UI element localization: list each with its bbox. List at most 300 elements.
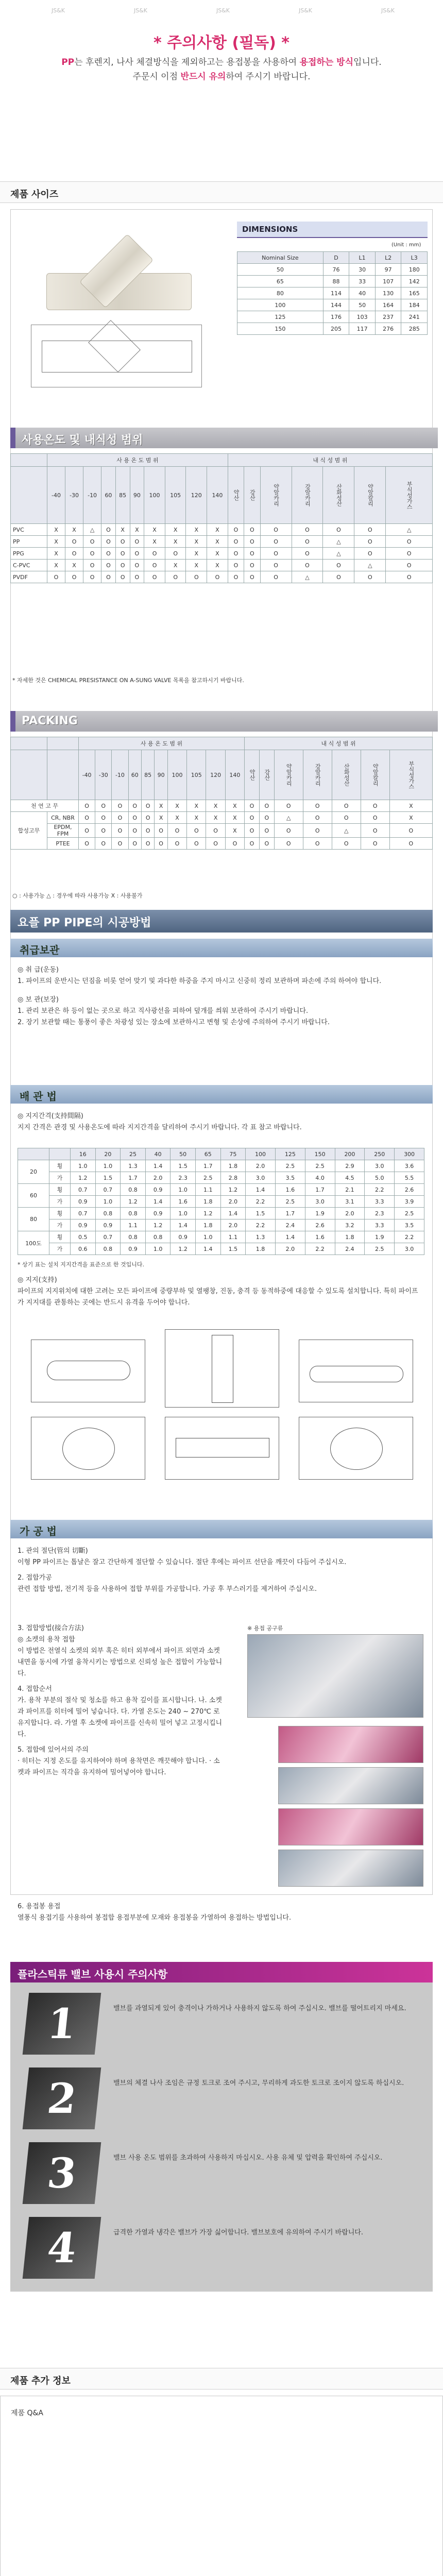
temp-label: 20 [18, 1160, 49, 1184]
table-cell: X [225, 824, 244, 838]
table-cell: O [361, 838, 389, 850]
group-corr: 내 식 성 범 위 [228, 454, 432, 467]
table-row [237, 287, 428, 299]
table-cell: O [332, 812, 361, 824]
pipe-outline [330, 1428, 383, 1470]
table-cell: O [245, 800, 260, 812]
table-cell: 205 [323, 323, 349, 335]
work-c2: 관련 접합 방법, 전기적 등을 사용하여 접합 부위를 가공합니다. 가공 후 부스러기를 제거하여 주십시오. [18, 1585, 317, 1593]
table-cell: 40 [349, 287, 376, 299]
table-cell: 1.2 [71, 1172, 96, 1184]
table-cell: O [141, 824, 154, 838]
table-cell: O [83, 548, 101, 560]
direction: 횡 [49, 1208, 71, 1219]
table-cell: 114 [323, 287, 349, 299]
temp-col: 60 [101, 467, 116, 524]
table-cell: X [225, 812, 244, 824]
table-cell: O [167, 838, 186, 850]
table-cell: O [101, 536, 116, 548]
table-cell: 1.5 [95, 1172, 121, 1184]
table-cell: O [130, 560, 144, 571]
table-cell: O [292, 536, 323, 548]
support-table [18, 1148, 424, 1255]
table-cell: O [244, 536, 260, 548]
table-cell: 144 [323, 299, 349, 311]
table-row [11, 824, 433, 838]
table-cell: O [101, 560, 116, 571]
table-cell: 176 [323, 311, 349, 323]
table-cell: X [186, 536, 207, 548]
direction: 횡 [49, 1184, 71, 1196]
table-cell: O [101, 548, 116, 560]
table-cell: O [303, 812, 332, 824]
valve-title-bar [10, 1962, 433, 1982]
table-cell: 0.8 [121, 1208, 146, 1219]
table-cell: 276 [375, 323, 401, 335]
table-cell: O [245, 838, 260, 850]
valve-number: 2 [23, 2067, 101, 2129]
table-cell: O [112, 812, 128, 824]
table-cell: O [155, 838, 167, 850]
handling-p1-head: ◎ 취 급(운동) [18, 966, 59, 974]
table-header: L1 [349, 252, 376, 264]
notice-pp: PP [61, 57, 75, 67]
table-header-row [11, 750, 433, 800]
support-drawing-1 [31, 1340, 145, 1402]
table-row [18, 1208, 424, 1219]
dimensions-table [237, 251, 428, 335]
temp-col: 90 [130, 467, 144, 524]
table-header: 125 [275, 1148, 305, 1160]
handling-p3: 2. 장기 보관할 때는 통풍이 좋은 차광성 있는 장소에 보관하시고 변형 및 손상에 주의하여 주시기 바랍니다. [18, 1019, 330, 1026]
corr-col: 강산 [259, 750, 274, 800]
table-header: 65 [195, 1148, 220, 1160]
table-cell: O [244, 524, 260, 536]
table-header: L3 [401, 252, 428, 264]
table-header: 40 [145, 1148, 171, 1160]
table-row [18, 1184, 424, 1196]
table-cell: 125 [237, 311, 323, 323]
work-c1-head: 1. 관의 절단(管의 切斷) [18, 1547, 88, 1555]
table-cell: △ [386, 524, 433, 536]
support-drawing-3 [299, 1340, 413, 1402]
table-cell: 1.5 [171, 1160, 196, 1172]
table-cell: O [386, 548, 433, 560]
table-cell: O [128, 800, 141, 812]
table-cell: 0.8 [121, 1231, 146, 1243]
table-cell: 3.6 [395, 1160, 424, 1172]
temp-col: 140 [207, 467, 228, 524]
valve-title: 플라스틱류 밸브 사용시 주의사항 [18, 1968, 168, 1980]
table-cell: X [115, 524, 130, 536]
temp-col: 85 [141, 750, 154, 800]
table-cell: 1.2 [220, 1184, 246, 1196]
table-cell: 1.6 [171, 1196, 196, 1208]
notice-emphasis: 반드시 유의 [180, 72, 226, 82]
table-cell: 2.6 [305, 1219, 335, 1231]
table-cell: 0.8 [95, 1208, 121, 1219]
table-cell: 5.5 [395, 1172, 424, 1184]
watermark: JS&K [381, 7, 395, 14]
table-cell: O [130, 571, 144, 583]
temp-col: 105 [165, 467, 186, 524]
table-cell: 88 [323, 276, 349, 287]
table-cell: 30 [349, 264, 376, 276]
table-cell: 2.2 [305, 1243, 335, 1255]
table-cell: O [354, 548, 386, 560]
work-c6-head: 6. 용접봉 용접 [18, 1903, 61, 1910]
table-cell: △ [83, 524, 101, 536]
table-cell: O [95, 824, 112, 838]
table-cell: 184 [401, 299, 428, 311]
table-cell: 3.9 [395, 1196, 424, 1208]
table-header: 20 [95, 1148, 121, 1160]
table-cell: 2.6 [395, 1184, 424, 1196]
table-corner [47, 737, 79, 750]
row-name: PVC [11, 524, 47, 536]
table-cell: 1.2 [171, 1243, 196, 1255]
work-c6-block [18, 1901, 424, 1924]
notice-line-1 [0, 55, 443, 67]
group-temp: 사 용 온 도 범 위 [79, 737, 245, 750]
work-c2-head: 2. 접합가공 [18, 1574, 52, 1582]
corr-col: 산화성산 [332, 750, 361, 800]
table-header: 25 [121, 1148, 146, 1160]
table-cell: 1.0 [145, 1243, 171, 1255]
table-cell: 1.4 [220, 1208, 246, 1219]
table-row [11, 838, 433, 850]
temp-col: -40 [79, 750, 95, 800]
table-cell: 1.8 [220, 1160, 246, 1172]
table-cell: 2.0 [220, 1219, 246, 1231]
table-cell: X [206, 812, 225, 824]
packing-section-bar [10, 711, 438, 732]
table-cell: 1.1 [220, 1231, 246, 1243]
table-cell: O [141, 838, 154, 850]
table-cell: X [186, 548, 207, 560]
table-cell: 3.0 [305, 1196, 335, 1208]
table-cell: O [386, 536, 433, 548]
table-cell: O [228, 524, 244, 536]
qa-box [0, 2396, 443, 2576]
table-cell: X [389, 800, 432, 812]
table-cell: O [323, 560, 354, 571]
row-name: PTEE [47, 838, 79, 850]
pipe-outline [176, 1438, 269, 1458]
temp-col: -10 [112, 750, 128, 800]
valve-number: 3 [23, 2142, 101, 2204]
corr-col: 부식성가스 [386, 467, 433, 524]
table-cell: O [167, 824, 186, 838]
table-cell: X [65, 560, 83, 571]
table-cell: X [65, 524, 83, 536]
table-cell: 2.8 [220, 1172, 246, 1184]
table-cell: 4.0 [305, 1172, 335, 1184]
direction: 횡 [49, 1160, 71, 1172]
table-cell: O [83, 571, 101, 583]
table-cell: 1.6 [275, 1184, 305, 1196]
table-row [237, 323, 428, 335]
welding-photo-3 [278, 1808, 423, 1845]
corr-col: 부식성가스 [389, 750, 432, 800]
corr-col: 강알카리 [303, 750, 332, 800]
corr-col: 약알칼리 [361, 750, 389, 800]
table-cell: 2.5 [365, 1243, 395, 1255]
table-cell: X [207, 560, 228, 571]
temp-col: 60 [128, 750, 141, 800]
table-cell: O [115, 548, 130, 560]
table-cell: O [65, 571, 83, 583]
work-c3-head: 3. 접합방법(接合方法) [18, 1624, 84, 1632]
table-cell: 1.2 [195, 1208, 220, 1219]
table-header: 16 [71, 1148, 96, 1160]
table-cell: 1.0 [95, 1196, 121, 1208]
valve-text: 밸브를 과열되게 있어 충격이나 가하거나 사용하지 않도록 하여 주십시오. 밸브를 떨어트리지 마세요. [113, 2005, 406, 2012]
valve-items [10, 1982, 433, 2292]
table-cell: 3.3 [365, 1196, 395, 1208]
table-cell: 3.0 [365, 1160, 395, 1172]
table-cell: X [207, 536, 228, 548]
table-cell: O [354, 571, 386, 583]
table-cell: O [79, 824, 95, 838]
table-cell: O [259, 800, 274, 812]
table-cell: 103 [349, 311, 376, 323]
table-cell: 2.0 [220, 1196, 246, 1208]
table-cell: X [165, 536, 186, 548]
table-cell: O [332, 800, 361, 812]
table-cell: 80 [237, 287, 323, 299]
table-cell: 1.4 [246, 1184, 276, 1196]
work-c1: 이형 PP 파이프는 톱날은 잘고 간단하게 절단할 수 있습니다. 절단 후에는 파이프 선단을 깨끗이 다듬어 주십시오. [18, 1558, 347, 1566]
temp-col: 120 [206, 750, 225, 800]
temp-table [10, 453, 433, 583]
table-cell: 3.5 [395, 1219, 424, 1231]
table-cell: 1.5 [246, 1208, 276, 1219]
table-cell: 3.0 [246, 1172, 276, 1184]
table-header-row [11, 454, 433, 467]
table-cell: O [130, 536, 144, 548]
table-cell: 1.1 [195, 1184, 220, 1196]
table-row [18, 1160, 424, 1172]
table-cell: O [47, 571, 65, 583]
table-cell: O [386, 571, 433, 583]
corr-col: 약알칼리 [354, 467, 386, 524]
table-cell: O [112, 824, 128, 838]
valve-text: 밸브 사용 온도 범위를 초과하여 사용하지 마십시오. 사용 유체 및 압력을 확인하여 주십시오. [113, 2154, 383, 2162]
table-cell: 165 [401, 287, 428, 299]
table-cell: O [141, 812, 154, 824]
table-cell: 2.9 [335, 1160, 365, 1172]
table-cell: 0.9 [71, 1196, 96, 1208]
table-cell: 1.4 [145, 1160, 171, 1172]
table-cell: O [389, 824, 432, 838]
pipe-outline [62, 1428, 115, 1470]
table-cell: O [115, 536, 130, 548]
work-c4-head: 4. 접합순서 [18, 1685, 52, 1693]
table-corner [11, 750, 47, 800]
table-cell: O [144, 548, 165, 560]
table-row [11, 560, 433, 571]
table-cell: 2.0 [335, 1208, 365, 1219]
table-cell: 164 [375, 299, 401, 311]
table-row [11, 800, 433, 812]
table-corner [49, 1148, 71, 1160]
row-group: 천 연 고 무 [11, 800, 79, 812]
table-cell: 2.3 [171, 1172, 196, 1184]
table-cell: O [79, 838, 95, 850]
table-cell: 2.5 [195, 1172, 220, 1184]
table-cell: O [83, 536, 101, 548]
notice-end: 입니다. [353, 57, 382, 67]
temp-col: 90 [155, 750, 167, 800]
table-cell: 76 [323, 264, 349, 276]
table-header-row [11, 737, 433, 750]
table-cell: 2.0 [275, 1243, 305, 1255]
table-cell: 50 [237, 264, 323, 276]
table-cell: 1.8 [335, 1231, 365, 1243]
corr-col: 약산 [228, 467, 244, 524]
corr-col: 강산 [244, 467, 260, 524]
table-header-row [11, 467, 433, 524]
table-cell: 1.3 [246, 1231, 276, 1243]
table-cell: 2.0 [145, 1172, 171, 1184]
table-cell: 2.3 [365, 1208, 395, 1219]
pipe-sub: ◎ 지지간격(支持間隔) [18, 1112, 83, 1120]
section-title: 제품 추가 정보 [10, 2376, 71, 2386]
table-cell: 1.4 [275, 1231, 305, 1243]
row-group: 합성고무 [11, 812, 47, 850]
table-cell: O [101, 571, 116, 583]
table-cell: 2.4 [275, 1219, 305, 1231]
table-row [18, 1243, 424, 1255]
table-cell: 2.5 [275, 1196, 305, 1208]
group-temp: 사 용 온 도 범 위 [47, 454, 228, 467]
pipe-desc: 지지 간격은 관경 및 사용온도에 따라 지지간격을 달리하여 주시기 바랍니다. 각 표 참고 바랍니다. [18, 1124, 302, 1131]
direction: 가 [49, 1196, 71, 1208]
work-steps [18, 1623, 224, 1778]
table-corner [11, 737, 47, 750]
table-cell: O [65, 536, 83, 548]
support-drawing-6 [299, 1417, 413, 1480]
table-cell: X [167, 812, 186, 824]
table-cell: 0.9 [145, 1208, 171, 1219]
work-title: 가 공 법 [20, 1525, 57, 1537]
table-cell: 0.6 [71, 1243, 96, 1255]
table-cell: 0.8 [145, 1231, 171, 1243]
table-row [11, 571, 433, 583]
table-cell: O [112, 800, 128, 812]
table-row [11, 548, 433, 560]
table-cell: 1.2 [145, 1219, 171, 1231]
table-cell: X [207, 548, 228, 560]
packing-table [10, 737, 433, 850]
table-cell: X [186, 560, 207, 571]
table-cell: X [186, 524, 207, 536]
table-cell: X [187, 812, 206, 824]
work-c3b: 이 방법은 전열식 소켓의 외부 혹은 히터 외부에서 파이프 외면과 소켓 내면을 동시에 가열 융착시키는 방법으로 신뢰성 높은 접합이 가능합니다. [18, 1647, 223, 1677]
table-cell: O [128, 838, 141, 850]
fitting-section-drawing [31, 325, 202, 387]
welding-tools-photo [247, 1634, 423, 1718]
table-cell: 3.5 [275, 1172, 305, 1184]
watermark: JS&K [52, 7, 65, 14]
welding-photo-4 [278, 1850, 423, 1887]
direction: 가 [49, 1219, 71, 1231]
table-cell: 1.2 [121, 1196, 146, 1208]
table-cell: O [244, 548, 260, 560]
table-cell: X [155, 800, 167, 812]
packing-legend: ○ : 사용가능 △ : 경우에 따라 사용가능 X : 사용불가 [12, 892, 143, 899]
table-cell: O [165, 548, 186, 560]
pipe-outline [47, 1361, 130, 1380]
table-cell: O [65, 548, 83, 560]
table-cell: 1.7 [305, 1184, 335, 1196]
table-corner [11, 454, 47, 467]
table-cell: O [323, 524, 354, 536]
table-cell: △ [292, 571, 323, 583]
table-cell: O [260, 524, 292, 536]
dimensions-unit: (Unit : mm) [391, 242, 421, 248]
table-cell: O [303, 838, 332, 850]
handling-bar [10, 939, 433, 957]
direction: 가 [49, 1243, 71, 1255]
table-cell: O [259, 812, 274, 824]
table-corner [18, 1148, 49, 1160]
table-cell: O [361, 824, 389, 838]
direction: 횡 [49, 1231, 71, 1243]
support-drawing-2 [165, 1329, 279, 1408]
welding-photo-2 [278, 1767, 423, 1804]
work-intro [18, 1546, 424, 1595]
table-cell: O [259, 838, 274, 850]
table-row [237, 264, 428, 276]
table-row [237, 299, 428, 311]
fix-text [18, 1275, 424, 1309]
table-cell: O [206, 838, 225, 850]
work-c4: 가. 용착 부분의 절삭 및 청소를 하고 용착 깊이를 표시합니다. 나. 소켓과 파이프를 히터에 밀어 넣습니다. 다. 가열 온도는 240 ~ 270℃ 로 유지합니다. 라. 가열 후 소켓에 파이프를 신속히 밀어 넣고 고정시킵니다. [18, 1697, 223, 1738]
table-cell: X [206, 800, 225, 812]
pipe-intro [18, 1111, 424, 1133]
table-cell: 1.8 [246, 1243, 276, 1255]
table-cell: 1.7 [121, 1172, 146, 1184]
corr-col: 약산 [245, 750, 260, 800]
table-row [237, 276, 428, 287]
valve-text: 급격한 가열과 냉각은 밸브가 가장 싫어합니다. 밸브보호에 유의하여 주시기 바랍니다. [113, 2229, 363, 2236]
section-header-extra [0, 2368, 443, 2389]
dimensions-title: DIMENSIONS [242, 225, 298, 234]
table-cell: 1.4 [195, 1243, 220, 1255]
table-cell: O [83, 560, 101, 571]
temp-col: -30 [65, 467, 83, 524]
row-name: CR, NBR [47, 812, 79, 824]
table-cell: O [130, 548, 144, 560]
table-cell: 3.0 [395, 1243, 424, 1255]
work-c3a: ◎ 소켓의 용착 접합 [18, 1636, 75, 1643]
table-cell: 0.9 [71, 1219, 96, 1231]
watermark: JS&K [299, 7, 313, 14]
table-cell: 1.4 [145, 1196, 171, 1208]
dimensions-title-bar [237, 222, 428, 238]
table-cell: 0.8 [121, 1184, 146, 1196]
table-cell: 2.2 [246, 1219, 276, 1231]
table-cell: 180 [401, 264, 428, 276]
table-cell: O [292, 524, 323, 536]
table-cell: 1.8 [195, 1219, 220, 1231]
table-header-row [237, 252, 428, 264]
valve-number: 1 [23, 1993, 101, 2055]
table-row [18, 1231, 424, 1243]
welding-photo-1 [278, 1726, 423, 1763]
